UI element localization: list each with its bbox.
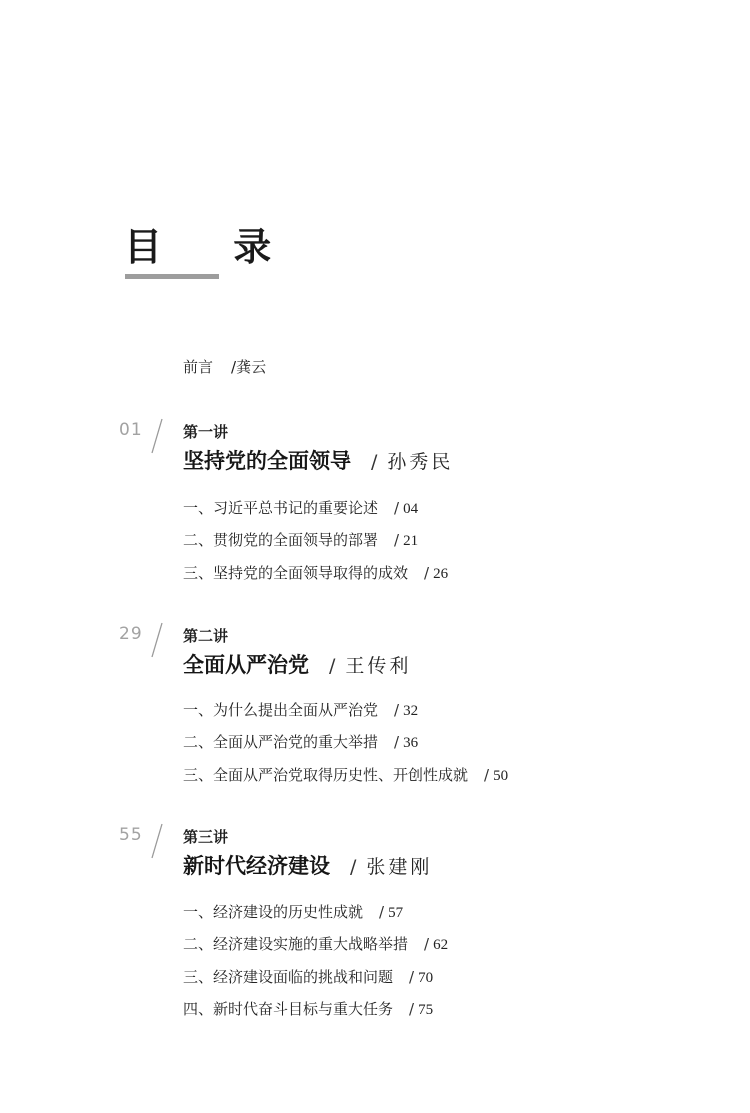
chapter-label: 第三讲 [183,828,229,846]
toc-item-page: 70 [418,970,434,986]
chapter-author: 张建刚 [366,856,433,878]
preface-entry[interactable] [183,356,266,377]
toc-item-separator: / [409,1000,415,1018]
toc-item-page: 75 [418,1002,434,1018]
preface-separator: / [231,358,237,376]
preface-label: 前言 [183,358,214,376]
toc-item-page: 50 [493,768,509,784]
toc-item[interactable] [183,731,418,752]
toc-item-text: 一、为什么提出全面从严治党 [183,701,379,719]
toc-item[interactable] [183,562,448,583]
chapter-label: 第一讲 [183,423,229,441]
chapter-title-separator: / [329,655,336,677]
toc-item-separator: / [424,564,430,582]
toc-item-text: 二、经济建设实施的重大战略举措 [183,935,409,953]
slash-divider-icon [151,823,163,859]
chapter-title: 坚持党的全面领导 [183,448,351,473]
chapter-start-page: 01 [119,420,143,440]
toc-item-separator: / [379,903,385,921]
toc-item-separator: / [394,531,400,549]
toc-title: 目 录 [124,224,301,269]
chapter-title: 全面从严治党 [183,652,309,677]
toc-item-separator: / [484,766,490,784]
toc-item-separator: / [409,968,415,986]
toc-item-page: 04 [403,501,419,517]
toc-item[interactable] [183,966,433,987]
toc-item-text: 一、经济建设的历史性成就 [183,903,364,921]
toc-item[interactable] [183,901,403,922]
toc-item-text: 三、经济建设面临的挑战和问题 [183,968,394,986]
toc-item-text: 三、坚持党的全面领导取得的成效 [183,564,409,582]
toc-item-separator: / [394,499,400,517]
toc-item-page: 21 [403,533,419,549]
chapter-start-page: 29 [119,624,143,644]
toc-item[interactable] [183,764,508,785]
slash-divider-icon [151,622,163,658]
toc-item-separator: / [424,935,430,953]
toc-item-text: 二、贯彻党的全面领导的部署 [183,531,379,549]
chapter-title-line[interactable] [183,447,453,475]
chapter-title: 新时代经济建设 [183,853,330,878]
chapter-title-line[interactable] [183,651,411,679]
toc-item-text: 二、全面从严治党的重大举措 [183,733,379,751]
toc-item-text: 一、习近平总书记的重要论述 [183,499,379,517]
toc-item-separator: / [394,701,400,719]
toc-item-page: 26 [433,566,449,582]
chapter-label: 第二讲 [183,627,229,645]
slash-divider-icon [151,418,163,454]
chapter-title-separator: / [350,856,357,878]
toc-item[interactable] [183,699,418,720]
preface-author: 龚云 [236,358,267,376]
toc-item-separator: / [394,733,400,751]
toc-item-page: 32 [403,703,419,719]
toc-item[interactable] [183,529,418,550]
toc-item-page: 57 [388,905,404,921]
chapter-title-separator: / [371,451,378,473]
toc-item-text: 三、全面从严治党取得历史性、开创性成就 [183,766,469,784]
toc-item[interactable] [183,998,433,1019]
toc-item-page: 62 [433,937,449,953]
toc-item[interactable] [183,933,448,954]
chapter-author: 孙秀民 [387,451,454,473]
chapter-author: 王传利 [345,655,412,677]
toc-item-page: 36 [403,735,419,751]
toc-item-text: 四、新时代奋斗目标与重大任务 [183,1000,394,1018]
title-underline [125,274,219,279]
chapter-start-page: 55 [119,825,143,845]
chapter-title-line[interactable] [183,852,432,880]
toc-item[interactable] [183,497,418,518]
